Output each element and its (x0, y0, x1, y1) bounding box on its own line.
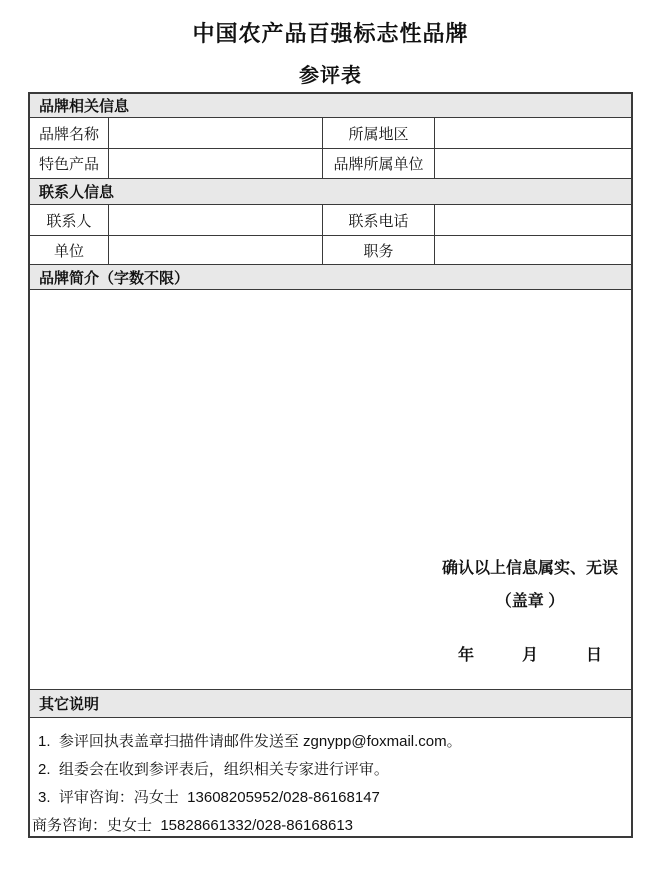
form-row-unit-position (30, 236, 631, 265)
unit-value-cell[interactable] (109, 236, 323, 264)
unit-label: 单位 (30, 236, 109, 264)
position-label: 职务 (323, 236, 435, 264)
date-month-label: 月 (521, 647, 538, 664)
page-subtitle: 参评表 (299, 65, 362, 87)
contact-phone-value-cell[interactable] (435, 205, 631, 235)
brand-name-label: 品牌名称 (30, 118, 109, 148)
page-title: 中国农产品百强标志性品牌 (192, 21, 469, 46)
application-form-table (28, 92, 633, 838)
date-day-label: 日 (586, 647, 603, 664)
note-item-1: 1. 参评回执表盖章扫描件请邮件发送至 zgnypp@foxmail.com。 (38, 733, 462, 750)
featured-product-label: 特色产品 (30, 149, 109, 178)
contact-phone-label: 联系电话 (323, 205, 435, 235)
region-value-cell[interactable] (435, 118, 631, 148)
notes-cell (30, 718, 631, 842)
brand-owner-unit-label: 品牌所属单位 (323, 149, 435, 178)
form-row-contact-phone (30, 205, 631, 236)
form-row-brand-name-region (30, 118, 631, 149)
confirmation-block (437, 555, 623, 665)
brand-owner-unit-value-cell[interactable] (435, 149, 631, 178)
signature-date-line (437, 642, 623, 665)
note-item-2: 2. 组委会在收到参评表后，组织相关专家进行评审。 (38, 761, 389, 778)
confirmation-statement: 确认以上信息属实、无误 (441, 560, 618, 577)
contact-person-label: 联系人 (30, 205, 109, 235)
brand-name-value-cell[interactable] (109, 118, 323, 148)
contact-person-value-cell[interactable] (109, 205, 323, 235)
brand-intro-input-cell[interactable] (30, 290, 631, 690)
featured-product-value-cell[interactable] (109, 149, 323, 178)
position-value-cell[interactable] (435, 236, 631, 264)
section-header-other-notes: 其它说明 (30, 690, 631, 718)
seal-placeholder: （盖章 ） (495, 593, 565, 610)
section-header-contact-info: 联系人信息 (30, 179, 631, 205)
note-item-business-contact: 商务咨询：史女士 15828661332/028-86168613 (32, 817, 354, 834)
region-label: 所属地区 (323, 118, 435, 148)
section-header-brand-info: 品牌相关信息 (30, 94, 631, 118)
section-header-brand-intro: 品牌简介（字数不限） (30, 265, 631, 290)
date-year-label: 年 (457, 647, 474, 664)
note-item-3: 3. 评审咨询：冯女士 13608205952/028-86168147 (38, 789, 380, 806)
form-row-product-unit (30, 149, 631, 179)
